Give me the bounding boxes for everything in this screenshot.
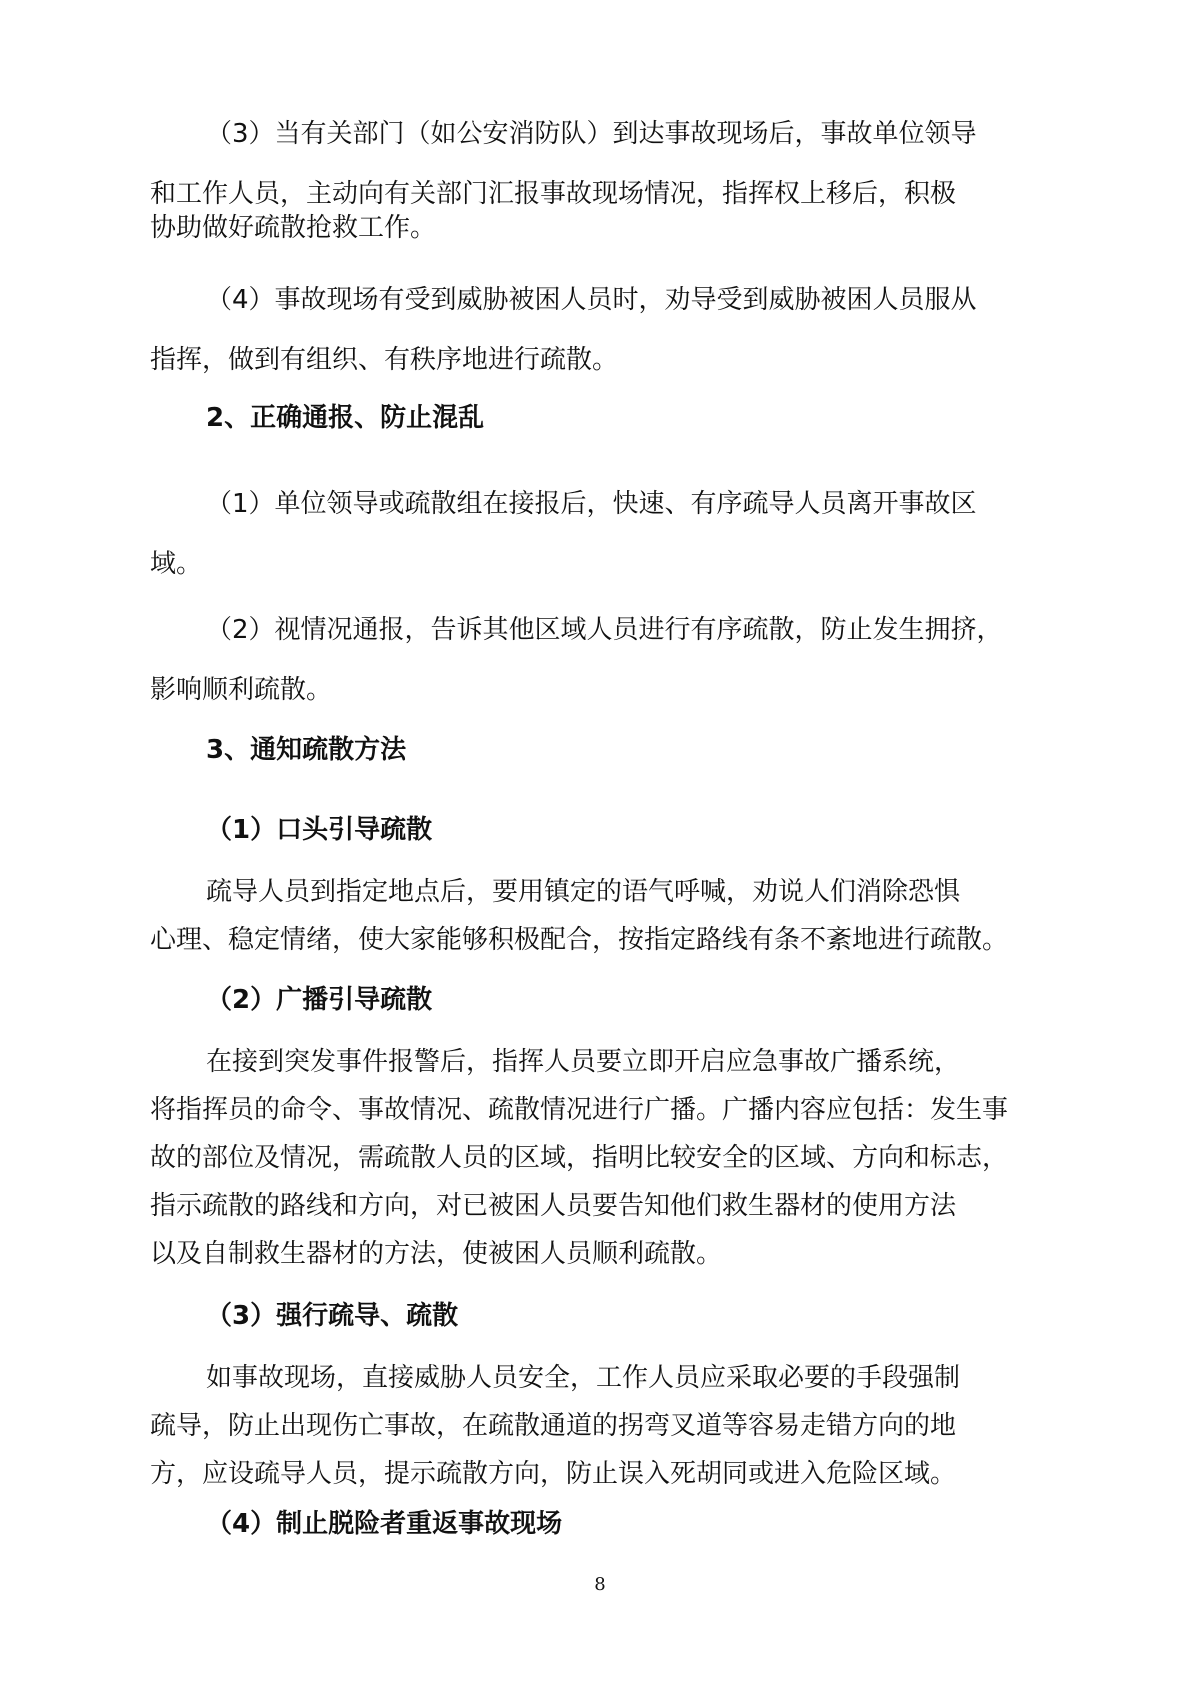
paragraph-line: 指挥，做到有组织、有秩序地进行疏散。 bbox=[150, 345, 619, 375]
paragraph-line: 影响顺利疏散。 bbox=[150, 675, 333, 705]
paragraph bbox=[150, 104, 1070, 224]
paragraph-line: （4）事故现场有受到威胁被困人员时，劝导受到威胁被困人员服从 bbox=[206, 285, 977, 315]
subsection-heading bbox=[150, 980, 1070, 1020]
paragraph bbox=[150, 1038, 1070, 1278]
paragraph-line: 疏导人员到指定地点后，要用镇定的语气呼喊，劝说人们消除恐惧 bbox=[206, 877, 961, 907]
paragraph-line: 方，应设疏导人员，提示疏散方向，防止误入死胡同或进入危险区域。 bbox=[150, 1459, 957, 1489]
heading-text: 3、通知疏散方法 bbox=[206, 735, 407, 765]
paragraph-line: 在接到突发事件报警后，指挥人员要立即开启应急事故广播系统， bbox=[206, 1047, 961, 1077]
paragraph-line: 将指挥员的命令、事故情况、疏散情况进行广播。广播内容应包括：发生事 bbox=[150, 1095, 1009, 1125]
paragraph-line: 和工作人员，主动向有关部门汇报事故现场情况，指挥权上移后，积极 bbox=[150, 179, 957, 209]
heading-text: （2）广播引导疏散 bbox=[206, 985, 433, 1015]
heading-text: 2、正确通报、防止混乱 bbox=[206, 403, 485, 433]
section-heading bbox=[150, 730, 1070, 770]
heading-text: （1）口头引导疏散 bbox=[206, 815, 433, 845]
heading-text: （3）强行疏导、疏散 bbox=[206, 1301, 459, 1331]
paragraph-line: 故的部位及情况，需疏散人员的区域，指明比较安全的区域、方向和标志， bbox=[150, 1143, 1009, 1173]
paragraph bbox=[150, 1354, 1070, 1498]
paragraph-line: （1）单位领导或疏散组在接报后，快速、有序疏导人员离开事故区 bbox=[206, 489, 977, 519]
paragraph-line: （3）当有关部门（如公安消防队）到达事故现场后，事故单位领导 bbox=[206, 119, 977, 149]
paragraph-line: 疏导，防止出现伤亡事故，在疏散通道的拐弯叉道等容易走错方向的地 bbox=[150, 1411, 957, 1441]
heading-text: （4）制止脱险者重返事故现场 bbox=[206, 1509, 563, 1539]
paragraph-line: 域。 bbox=[150, 549, 203, 579]
subsection-heading bbox=[150, 810, 1070, 850]
paragraph-line: （2）视情况通报，告诉其他区域人员进行有序疏散，防止发生拥挤， bbox=[206, 615, 1003, 645]
paragraph bbox=[150, 270, 1070, 390]
paragraph-line: 指示疏散的路线和方向，对已被困人员要告知他们救生器材的使用方法 bbox=[150, 1191, 957, 1221]
paragraph bbox=[150, 600, 1070, 720]
subsection-heading bbox=[150, 1296, 1070, 1336]
subsection-heading bbox=[150, 1504, 1070, 1544]
paragraph-line: 心理、稳定情绪，使大家能够积极配合，按指定路线有条不紊地进行疏散。 bbox=[150, 925, 1009, 955]
paragraph-line: 协助做好疏散抢救工作。 bbox=[150, 213, 437, 243]
paragraph bbox=[150, 474, 1070, 594]
paragraph bbox=[150, 868, 1070, 964]
section-heading bbox=[150, 398, 1070, 438]
page-number: 8 bbox=[594, 1574, 606, 1595]
paragraph-line: 以及自制救生器材的方法，使被困人员顺利疏散。 bbox=[150, 1239, 723, 1269]
paragraph-tail bbox=[150, 208, 1070, 248]
paragraph-line: 如事故现场，直接威胁人员安全，工作人员应采取必要的手段强制 bbox=[206, 1363, 961, 1393]
